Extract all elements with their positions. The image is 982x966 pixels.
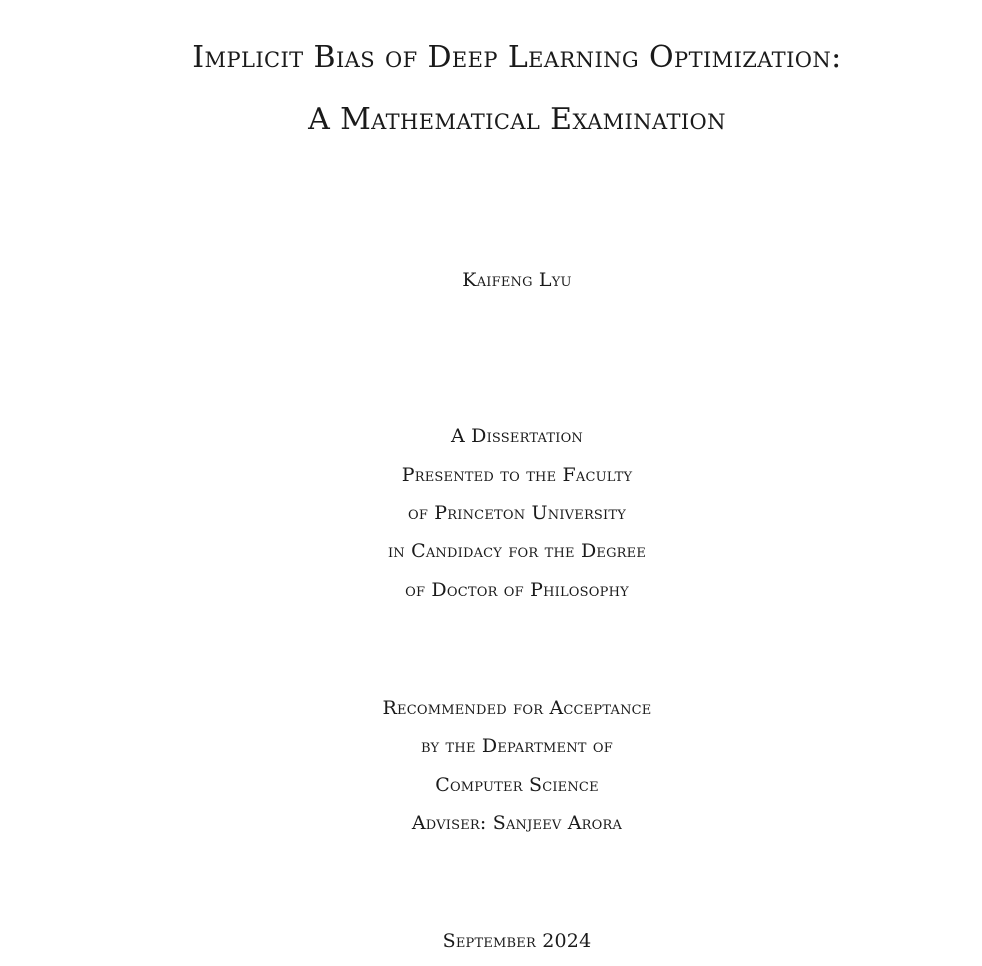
dissertation-line: in Candidacy for the Degree bbox=[387, 540, 647, 562]
dissertation-line: A Dissertation bbox=[450, 425, 584, 447]
recommendation-line: by the Department of bbox=[421, 735, 613, 757]
dissertation-line: of Doctor of Philosophy bbox=[405, 579, 629, 601]
title-line-1: Implicit Bias of Deep Learning Optimization: bbox=[192, 40, 842, 75]
submission-date: September 2024 bbox=[442, 930, 592, 952]
author-name: Kaifeng Lyu bbox=[462, 269, 572, 291]
dissertation-line: Presented to the Faculty bbox=[401, 464, 633, 486]
adviser-line: Adviser: Sanjeev Arora bbox=[411, 812, 623, 834]
recommendation-line: Computer Science bbox=[435, 774, 599, 796]
dissertation-line: of Princeton University bbox=[407, 502, 627, 524]
title-line-2: A Mathematical Examination bbox=[308, 102, 726, 137]
recommendation-line: Recommended for Acceptance bbox=[382, 697, 652, 719]
